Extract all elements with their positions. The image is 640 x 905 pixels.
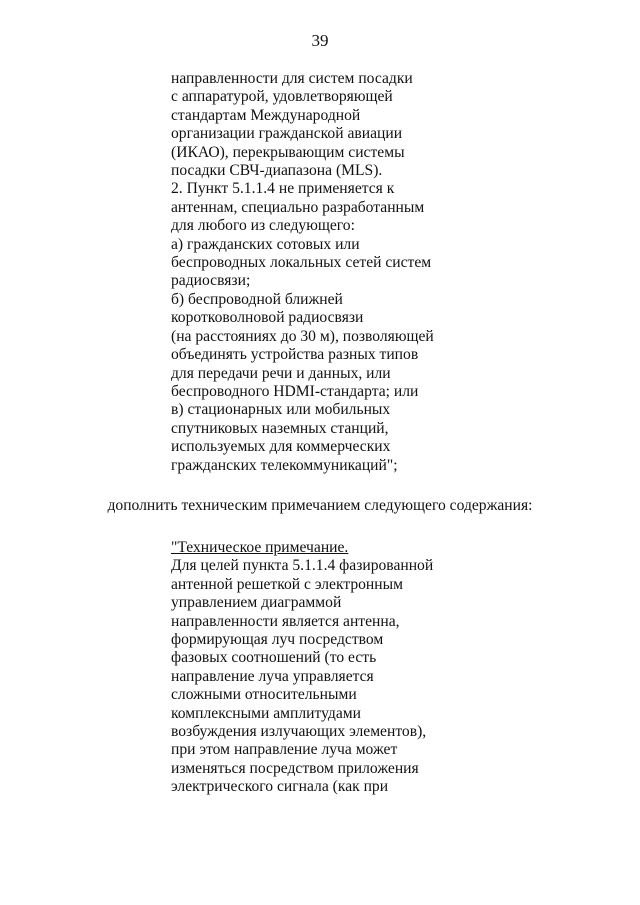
text-line: беспроводных локальных сетей систем [171,254,432,272]
note-text-line: формирующая луч посредством [171,631,384,649]
text-line: (ИКАО), перекрывающим системы [171,143,405,161]
text-line: (на расстояниях до 30 м), позволяющей [171,327,434,345]
note-text-line: электрического сигнала (как при [171,778,389,796]
text-line: с аппаратурой, удовлетворяющей [171,88,393,106]
note-text-line: антенной решеткой с электронным [171,575,403,593]
text-line: организации гражданской авиации [171,125,403,143]
text-line: посадки СВЧ-диапазона (MLS). [171,162,383,180]
text-line: для передачи речи и данных, или [171,364,391,382]
instruction-line: дополнить техническим примечанием следующего содержания: [107,497,533,514]
text-line: радиосвязи; [171,272,251,290]
note-text-line: направление луча управляется [171,667,374,685]
note-text-line: направленности является антенна, [171,612,400,630]
technical-note-block [171,539,471,797]
text-line: антеннам, специально разработанным [171,198,425,216]
note-text-line: управлением диаграммой [171,594,342,612]
text-line: беспроводного HDMI-стандарта; или [171,382,419,400]
text-line: объединять устройства разных типов [171,346,419,364]
note-text-line: Для целей пункта 5.1.1.4 фазированной [171,557,434,575]
technical-note-heading: "Техническое примечание. [171,539,349,556]
note-text-line: фазовых соотношений (то есть [171,649,377,667]
note-text-line: сложными относительными [171,686,357,704]
text-line: направленности для систем посадки [171,70,413,87]
page-number: 39 [311,31,329,50]
text-line: стандартам Международной [171,106,361,124]
note-text-line: комплексными амплитудами [171,704,361,722]
text-line: а) гражданских сотовых или [171,235,360,253]
text-line: коротковолновой радиосвязи [171,309,364,327]
note-text-line: изменяться посредством приложения [171,759,419,777]
text-line: для любого из следующего: [171,217,355,235]
text-line: в) стационарных или мобильных [171,401,391,419]
note-text-line: при этом направление луча может [171,741,398,759]
text-line: б) беспроводной ближней [171,290,343,308]
text-line: используемых для коммерческих [171,438,391,456]
text-line: спутниковых наземных станций, [171,419,389,437]
text-line: гражданских телекоммуникаций"; [171,456,398,474]
text-line: 2. Пункт 5.1.1.4 не применяется к [171,180,395,198]
main-text-block [171,70,471,475]
note-text-line: возбуждения излучающих элементов), [171,723,427,741]
